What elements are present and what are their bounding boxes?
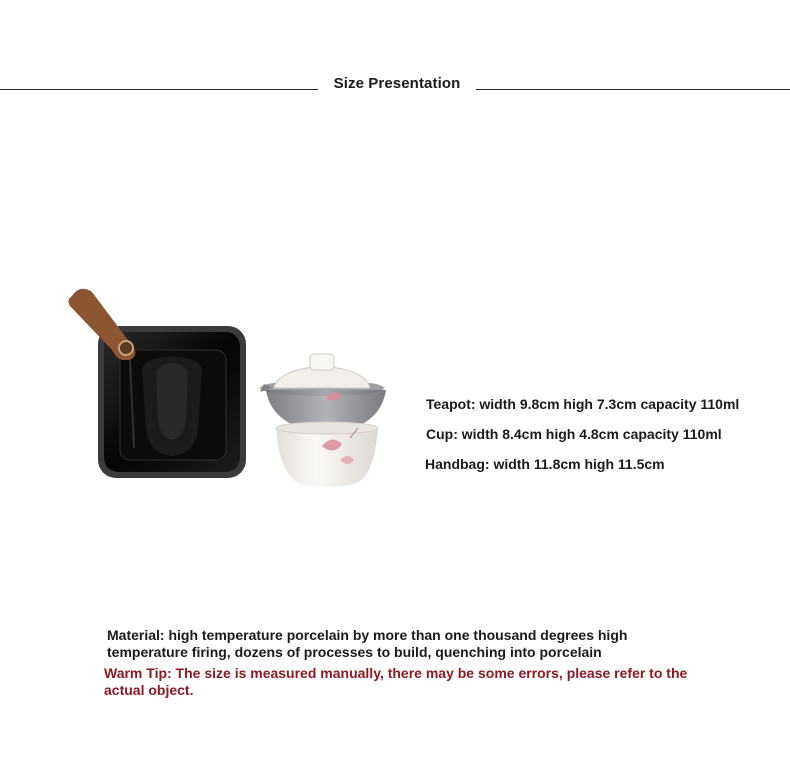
porcelain-cup (276, 422, 378, 487)
divider-right (476, 89, 790, 90)
material-note: Material: high temperature porcelain by more than one thousand degrees high temperature firing, dozens of processes to build, quenching into porcelain (107, 627, 628, 660)
product-image (60, 278, 400, 498)
divider-left (0, 89, 318, 90)
spec-teapot: Teapot: width 9.8cm high 7.3cm capacity 110ml (426, 396, 740, 412)
spec-handbag: Handbag: width 11.8cm high 11.5cm (425, 456, 665, 472)
section-title: Size Presentation (333, 75, 461, 92)
warm-tip: Warm Tip: The size is measured manually, there may be some errors, please refer to the actual object. (104, 665, 688, 698)
spec-cup: Cup: width 8.4cm high 4.8cm capacity 110ml (426, 426, 722, 442)
